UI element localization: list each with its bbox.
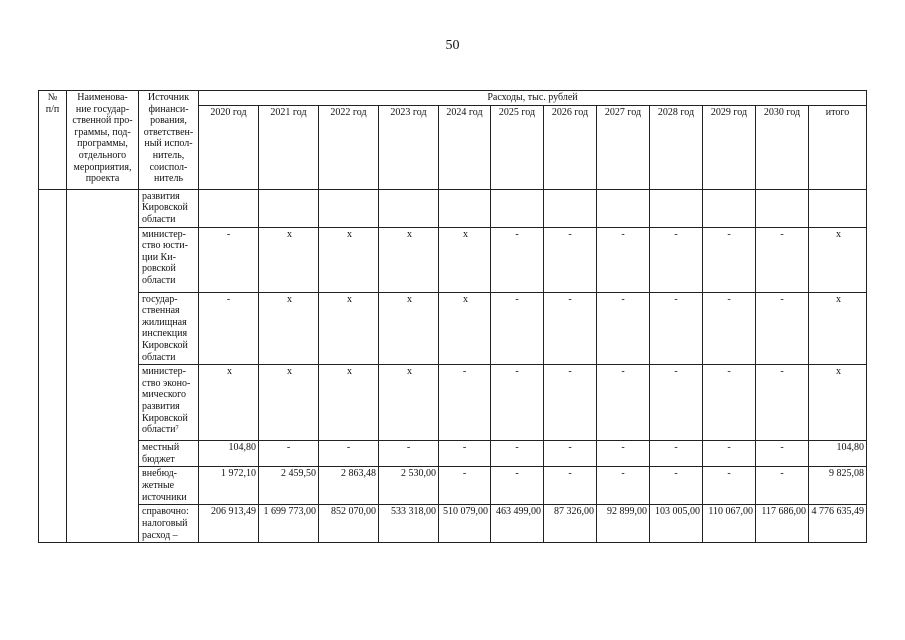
header-year-4: 2024 год bbox=[439, 105, 491, 189]
cell-value-7: - bbox=[597, 365, 650, 441]
cell-value-5 bbox=[491, 189, 544, 227]
cell-value-2: 2 863,48 bbox=[319, 467, 379, 505]
table-row bbox=[39, 189, 867, 227]
cell-value-5: - bbox=[491, 441, 544, 467]
cell-source: местный бюджет bbox=[139, 441, 199, 467]
cell-value-5: - bbox=[491, 292, 544, 365]
header-year-9: 2029 год bbox=[703, 105, 756, 189]
cell-value-8: - bbox=[650, 441, 703, 467]
cell-value-10: 117 686,00 bbox=[756, 505, 809, 543]
cell-value-8: - bbox=[650, 292, 703, 365]
cell-value-9: 110 067,00 bbox=[703, 505, 756, 543]
cell-value-9: - bbox=[703, 365, 756, 441]
table-row bbox=[39, 227, 867, 292]
header-year-1: 2021 год bbox=[259, 105, 319, 189]
cell-value-0 bbox=[199, 189, 259, 227]
cell-value-5: 463 499,00 bbox=[491, 505, 544, 543]
cell-value-6: 87 326,00 bbox=[544, 505, 597, 543]
cell-value-10: - bbox=[756, 467, 809, 505]
cell-value-9: - bbox=[703, 227, 756, 292]
cell-value-7: - bbox=[597, 227, 650, 292]
cell-value-2: x bbox=[319, 365, 379, 441]
cell-value-7 bbox=[597, 189, 650, 227]
cell-value-7: - bbox=[597, 467, 650, 505]
header-year-2: 2022 год bbox=[319, 105, 379, 189]
header-year-7: 2027 год bbox=[597, 105, 650, 189]
table-row bbox=[39, 467, 867, 505]
expenses-table bbox=[38, 90, 867, 543]
cell-value-10: - bbox=[756, 365, 809, 441]
header-year-10: 2030 год bbox=[756, 105, 809, 189]
cell-source: внебюд- жетные источники bbox=[139, 467, 199, 505]
cell-value-3: - bbox=[379, 441, 439, 467]
header-year-0: 2020 год bbox=[199, 105, 259, 189]
cell-value-8 bbox=[650, 189, 703, 227]
cell-value-8: - bbox=[650, 227, 703, 292]
cell-source: министер- ство эконо- мического развития Кировской области⁷ bbox=[139, 365, 199, 441]
cell-value-4 bbox=[439, 189, 491, 227]
cell-value-6: - bbox=[544, 365, 597, 441]
cell-value-11: x bbox=[809, 292, 867, 365]
cell-value-4: - bbox=[439, 365, 491, 441]
cell-value-0: - bbox=[199, 227, 259, 292]
cell-value-10: - bbox=[756, 292, 809, 365]
cell-value-1: x bbox=[259, 292, 319, 365]
cell-value-3 bbox=[379, 189, 439, 227]
cell-value-11: x bbox=[809, 365, 867, 441]
cell-value-4: - bbox=[439, 467, 491, 505]
cell-value-10: - bbox=[756, 227, 809, 292]
table-row bbox=[39, 441, 867, 467]
cell-value-9: - bbox=[703, 292, 756, 365]
cell-source: развития Кировской области bbox=[139, 189, 199, 227]
cell-name-empty bbox=[67, 189, 139, 543]
cell-value-5: - bbox=[491, 365, 544, 441]
cell-value-10 bbox=[756, 189, 809, 227]
cell-value-6: - bbox=[544, 292, 597, 365]
cell-value-0: x bbox=[199, 365, 259, 441]
header-year-8: 2028 год bbox=[650, 105, 703, 189]
header-col-number: № п/п bbox=[39, 91, 67, 190]
cell-source: министер- ство юсти- ции Ки- ровской области bbox=[139, 227, 199, 292]
cell-value-7: - bbox=[597, 292, 650, 365]
cell-value-4: x bbox=[439, 292, 491, 365]
cell-value-4: x bbox=[439, 227, 491, 292]
cell-value-1: 1 699 773,00 bbox=[259, 505, 319, 543]
cell-number-empty bbox=[39, 189, 67, 543]
cell-value-8: - bbox=[650, 365, 703, 441]
cell-value-3: 2 530,00 bbox=[379, 467, 439, 505]
cell-value-3: x bbox=[379, 365, 439, 441]
cell-value-2: x bbox=[319, 227, 379, 292]
cell-value-4: 510 079,00 bbox=[439, 505, 491, 543]
cell-value-8: 103 005,00 bbox=[650, 505, 703, 543]
cell-value-5: - bbox=[491, 467, 544, 505]
cell-source: государ- ственная жилищная инспекция Кировской области bbox=[139, 292, 199, 365]
cell-value-6: - bbox=[544, 227, 597, 292]
cell-value-0: 206 913,49 bbox=[199, 505, 259, 543]
header-col-source: Источник финанси- рования, ответствен- ный испол- нитель, соиспол- нитель bbox=[139, 91, 199, 190]
header-col-name: Наименова- ние государ- ственной про- граммы, под- программы, отдельного мероприятия, проекта bbox=[67, 91, 139, 190]
cell-value-5: - bbox=[491, 227, 544, 292]
cell-value-3: x bbox=[379, 292, 439, 365]
cell-value-0: 104,80 bbox=[199, 441, 259, 467]
cell-value-2 bbox=[319, 189, 379, 227]
page-number: 50 bbox=[445, 38, 460, 53]
cell-value-1: x bbox=[259, 227, 319, 292]
header-year-11: итого bbox=[809, 105, 867, 189]
cell-value-0: 1 972,10 bbox=[199, 467, 259, 505]
cell-value-6: - bbox=[544, 441, 597, 467]
cell-value-1: - bbox=[259, 441, 319, 467]
cell-value-2: 852 070,00 bbox=[319, 505, 379, 543]
cell-value-9 bbox=[703, 189, 756, 227]
cell-value-3: 533 318,00 bbox=[379, 505, 439, 543]
header-year-5: 2025 год bbox=[491, 105, 544, 189]
cell-value-1: 2 459,50 bbox=[259, 467, 319, 505]
cell-value-11: 9 825,08 bbox=[809, 467, 867, 505]
header-row-main bbox=[39, 91, 867, 106]
cell-value-1: x bbox=[259, 365, 319, 441]
table-row bbox=[39, 505, 867, 543]
cell-value-11: x bbox=[809, 227, 867, 292]
header-year-6: 2026 год bbox=[544, 105, 597, 189]
cell-value-7: - bbox=[597, 441, 650, 467]
table-row bbox=[39, 292, 867, 365]
header-year-3: 2023 год bbox=[379, 105, 439, 189]
cell-value-2: - bbox=[319, 441, 379, 467]
cell-value-2: x bbox=[319, 292, 379, 365]
cell-value-0: - bbox=[199, 292, 259, 365]
cell-value-6: - bbox=[544, 467, 597, 505]
cell-value-10: - bbox=[756, 441, 809, 467]
cell-value-9: - bbox=[703, 441, 756, 467]
cell-value-7: 92 899,00 bbox=[597, 505, 650, 543]
cell-value-9: - bbox=[703, 467, 756, 505]
table-row bbox=[39, 365, 867, 441]
header-col-expenses: Расходы, тыс. рублей bbox=[199, 91, 867, 106]
cell-value-3: x bbox=[379, 227, 439, 292]
cell-source: справочно: налоговый расход – bbox=[139, 505, 199, 543]
cell-value-11: 4 776 635,49 bbox=[809, 505, 867, 543]
cell-value-4: - bbox=[439, 441, 491, 467]
cell-value-1 bbox=[259, 189, 319, 227]
cell-value-11: 104,80 bbox=[809, 441, 867, 467]
cell-value-6 bbox=[544, 189, 597, 227]
cell-value-11 bbox=[809, 189, 867, 227]
cell-value-8: - bbox=[650, 467, 703, 505]
